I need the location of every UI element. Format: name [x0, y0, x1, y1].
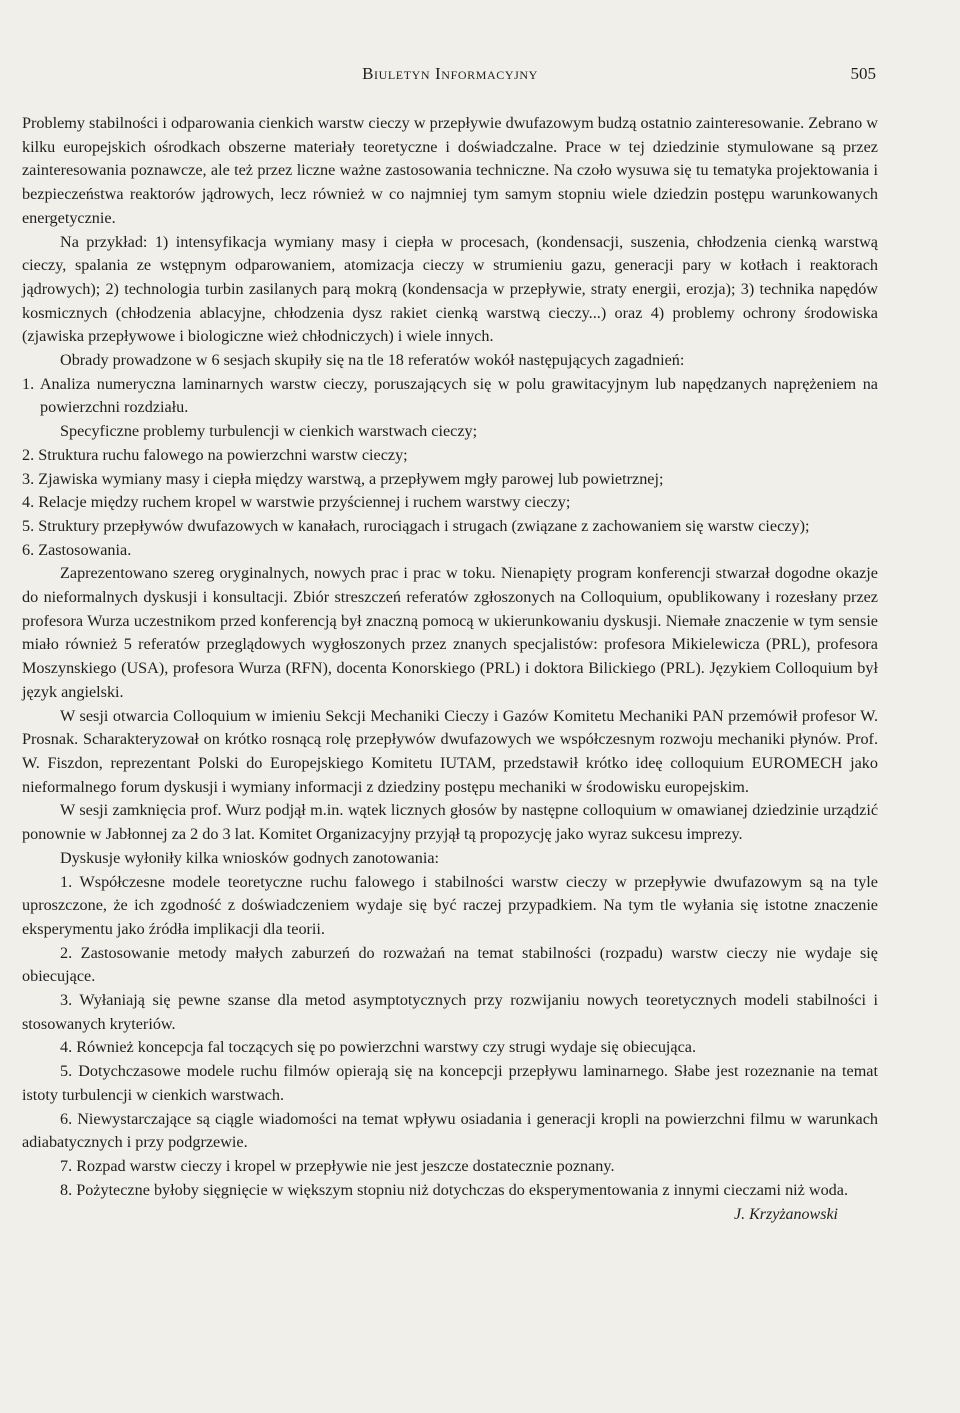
topic-item: 5. Struktury przepływów dwufazowych w kanałach, rurociągach i strugach (związane z zachowaniem się warstw cieczy);	[22, 516, 810, 535]
conclusion-item: 1. Współczesne modele teoretyczne ruchu falowego i stabilności warstw cieczy w przepływie dwufazowym są na tyle uproszczone, że ich zgodność z doświadczeniem wydaje się być raczej przypadkiem. Na tym tle wyłania się istotne znaczenie eksperymentu jako źródła implikacji dla teorii.	[22, 872, 878, 938]
closing-session-paragraph: W sesji zamknięcia prof. Wurz podjął m.in. wątek licznych głosów by następne colloquium w omawianej dziedzinie urządzić ponownie w Jabłonnej za 2 do 3 lat. Komitet Organizacyjny przyjął tą propozycję jako wyraz sukcesu imprezy.	[22, 801, 878, 844]
topic-item: 6. Zastosowania.	[22, 540, 132, 559]
topic-item: 4. Relacje między ruchem kropel w warstwie przyściennej i ruchem warstwy cieczy;	[22, 493, 571, 512]
document-page	[22, 62, 878, 1402]
conclusion-item: 7. Rozpad warstw cieczy i kropel w przepływie nie jest jeszcze dostatecznie poznany.	[60, 1156, 615, 1175]
conclusion-item: 8. Pożyteczne byłoby sięgnięcie w większym stopniu niż dotychczas do eksperymentowania z innymi cieczami niż woda.	[60, 1180, 849, 1199]
sessions-paragraph: Obrady prowadzone w 6 sesjach skupiły się na tle 18 referatów wokół następujących zagadnień:	[60, 351, 685, 370]
conclusion-item: 3. Wyłaniają się pewne szanse dla metod asymptotycznych przy rozwijaniu nowych teoretycznych modeli stabilności i stosowanych kryteriów.	[22, 991, 878, 1033]
page-header	[22, 62, 878, 96]
article-body	[22, 112, 878, 1202]
conclusion-item: 4. Również koncepcja fal toczących się po powierzchni warstwy czy strugi wydaje się obiecująca.	[60, 1038, 697, 1057]
page-number: 505	[850, 64, 876, 83]
examples-paragraph: Na przykład: 1) intensyfikacja wymiany masy i ciepła w procesach, (kondensacji, suszenia, chłodzenia cienką warstwą cieczy, spalania ze wstępnym odparowaniem, atomizacja cieczy w strumieniu gazu, generacji pary w kotłach i reaktorach jądrowych); 2) technologia turbin zasilanych parą mokrą (kondensacja w przepływie, straty energii, erozja); 3) technika napędów kosmicznych (chłodzenia ablacyjne, chłodzenia dysz rakiet cienką warstwą cieczy...) oraz 4) problemy ochrony środowiska (zjawiska przepływowe i biologiczne wież chłodniczych) i wiele innych.	[22, 232, 878, 346]
program-paragraph: Zaprezentowano szereg oryginalnych, nowych prac i prac w toku. Nienapięty program konferencji stwarzał dogodne okazje do nieformalnych dyskusji i konsultacji. Zbiór streszczeń referatów zgłoszonych na Colloquium, opublikowany i rozesłany przez profesora Wurza uczestnikom przed konferencją był znaczną pomocą w ukierunkowaniu dyskusji. Niemałe znaczenie w tym sensie miało również 5 referatów przeglądowych wygłoszonych przez znanych specjalistów: profesora Mikielewicza (PRL), profesora Moszynskiego (USA), profesora Wurza (RFN), docenta Konorskiego (PRL) i doktora Bilickiego (PRL). Językiem Colloquium był język angielski.	[22, 564, 878, 701]
topic-item: Specyficzne problemy turbulencji w cienkich warstwach cieczy;	[60, 422, 478, 441]
topic-item: 2. Struktura ruchu falowego na powierzchni warstw cieczy;	[22, 445, 408, 464]
topic-item: 1. Analiza numeryczna laminarnych warstw cieczy, poruszających się w polu grawitacyjnym lub napędzanych naprężeniem na powierzchni rozdziału.	[22, 374, 878, 417]
opening-session-paragraph: W sesji otwarcia Colloquium w imieniu Sekcji Mechaniki Cieczy i Gazów Komitetu Mechaniki PAN przemówił profesor W. Prosnak. Scharakteryzował on krótko rosnącą rolę przepływów dwufazowych we współczesnym rozwoju mechaniki płynów. Prof. W. Fiszdon, reprezentant Polski do Europejskiego Komitetu IUTAM, przedstawił krótko ideę colloquium EUROMECH jako nieformalnego forum dyskusji i wymiany informacji z dziedziny postępu mechaniki w środowisku europejskim.	[22, 706, 878, 796]
intro-paragraph: Problemy stabilności i odparowania cienkich warstw cieczy w przepływie dwufazowym budzą ostatnio zainteresowanie. Zebrano w kilku europejskich ośrodkach obszerne materiały teoretyczne i doświadczalne. Prace w tej dziedzinie stymulowane są przez zainteresowania poznawcze, ale też przez liczne ważne zastosowania techniczne. Na czoło wysuwa się tu tematyka projektowania i bezpieczeństwa reaktorów jądrowych, lecz również w co najmniej tym samym stopniu wiele dziedzin postępu warunkowanych energetycznie.	[22, 114, 878, 227]
conclusion-item: 6. Niewystarczające są ciągle wiadomości na temat wpływu osiadania i generacji kropli na powierzchni filmu w warunkach adiabatycznych i przy podgrzewie.	[22, 1109, 878, 1152]
topic-item: 3. Zjawiska wymiany masy i ciepła między warstwą, a przepływem mgły parowej lub powietrznej;	[22, 469, 664, 488]
conclusion-item: 2. Zastosowanie metody małych zaburzeń do rozważań na temat stabilności (rozpadu) warstw cieczy nie wydaje się obiecujące.	[22, 943, 878, 986]
conclusion-item: 5. Dotychczasowe modele ruchu filmów opierają się na koncepcji przepływu laminarnego. Słabe jest rozeznanie na temat istoty turbulencji w cienkich warstwach.	[22, 1062, 878, 1104]
conclusions-intro: Dyskusje wyłoniły kilka wniosków godnych zanotowania:	[60, 848, 440, 867]
running-title: Biuletyn Informacyjny	[362, 64, 538, 83]
author-signature: J. Krzyżanowski	[734, 1206, 838, 1224]
